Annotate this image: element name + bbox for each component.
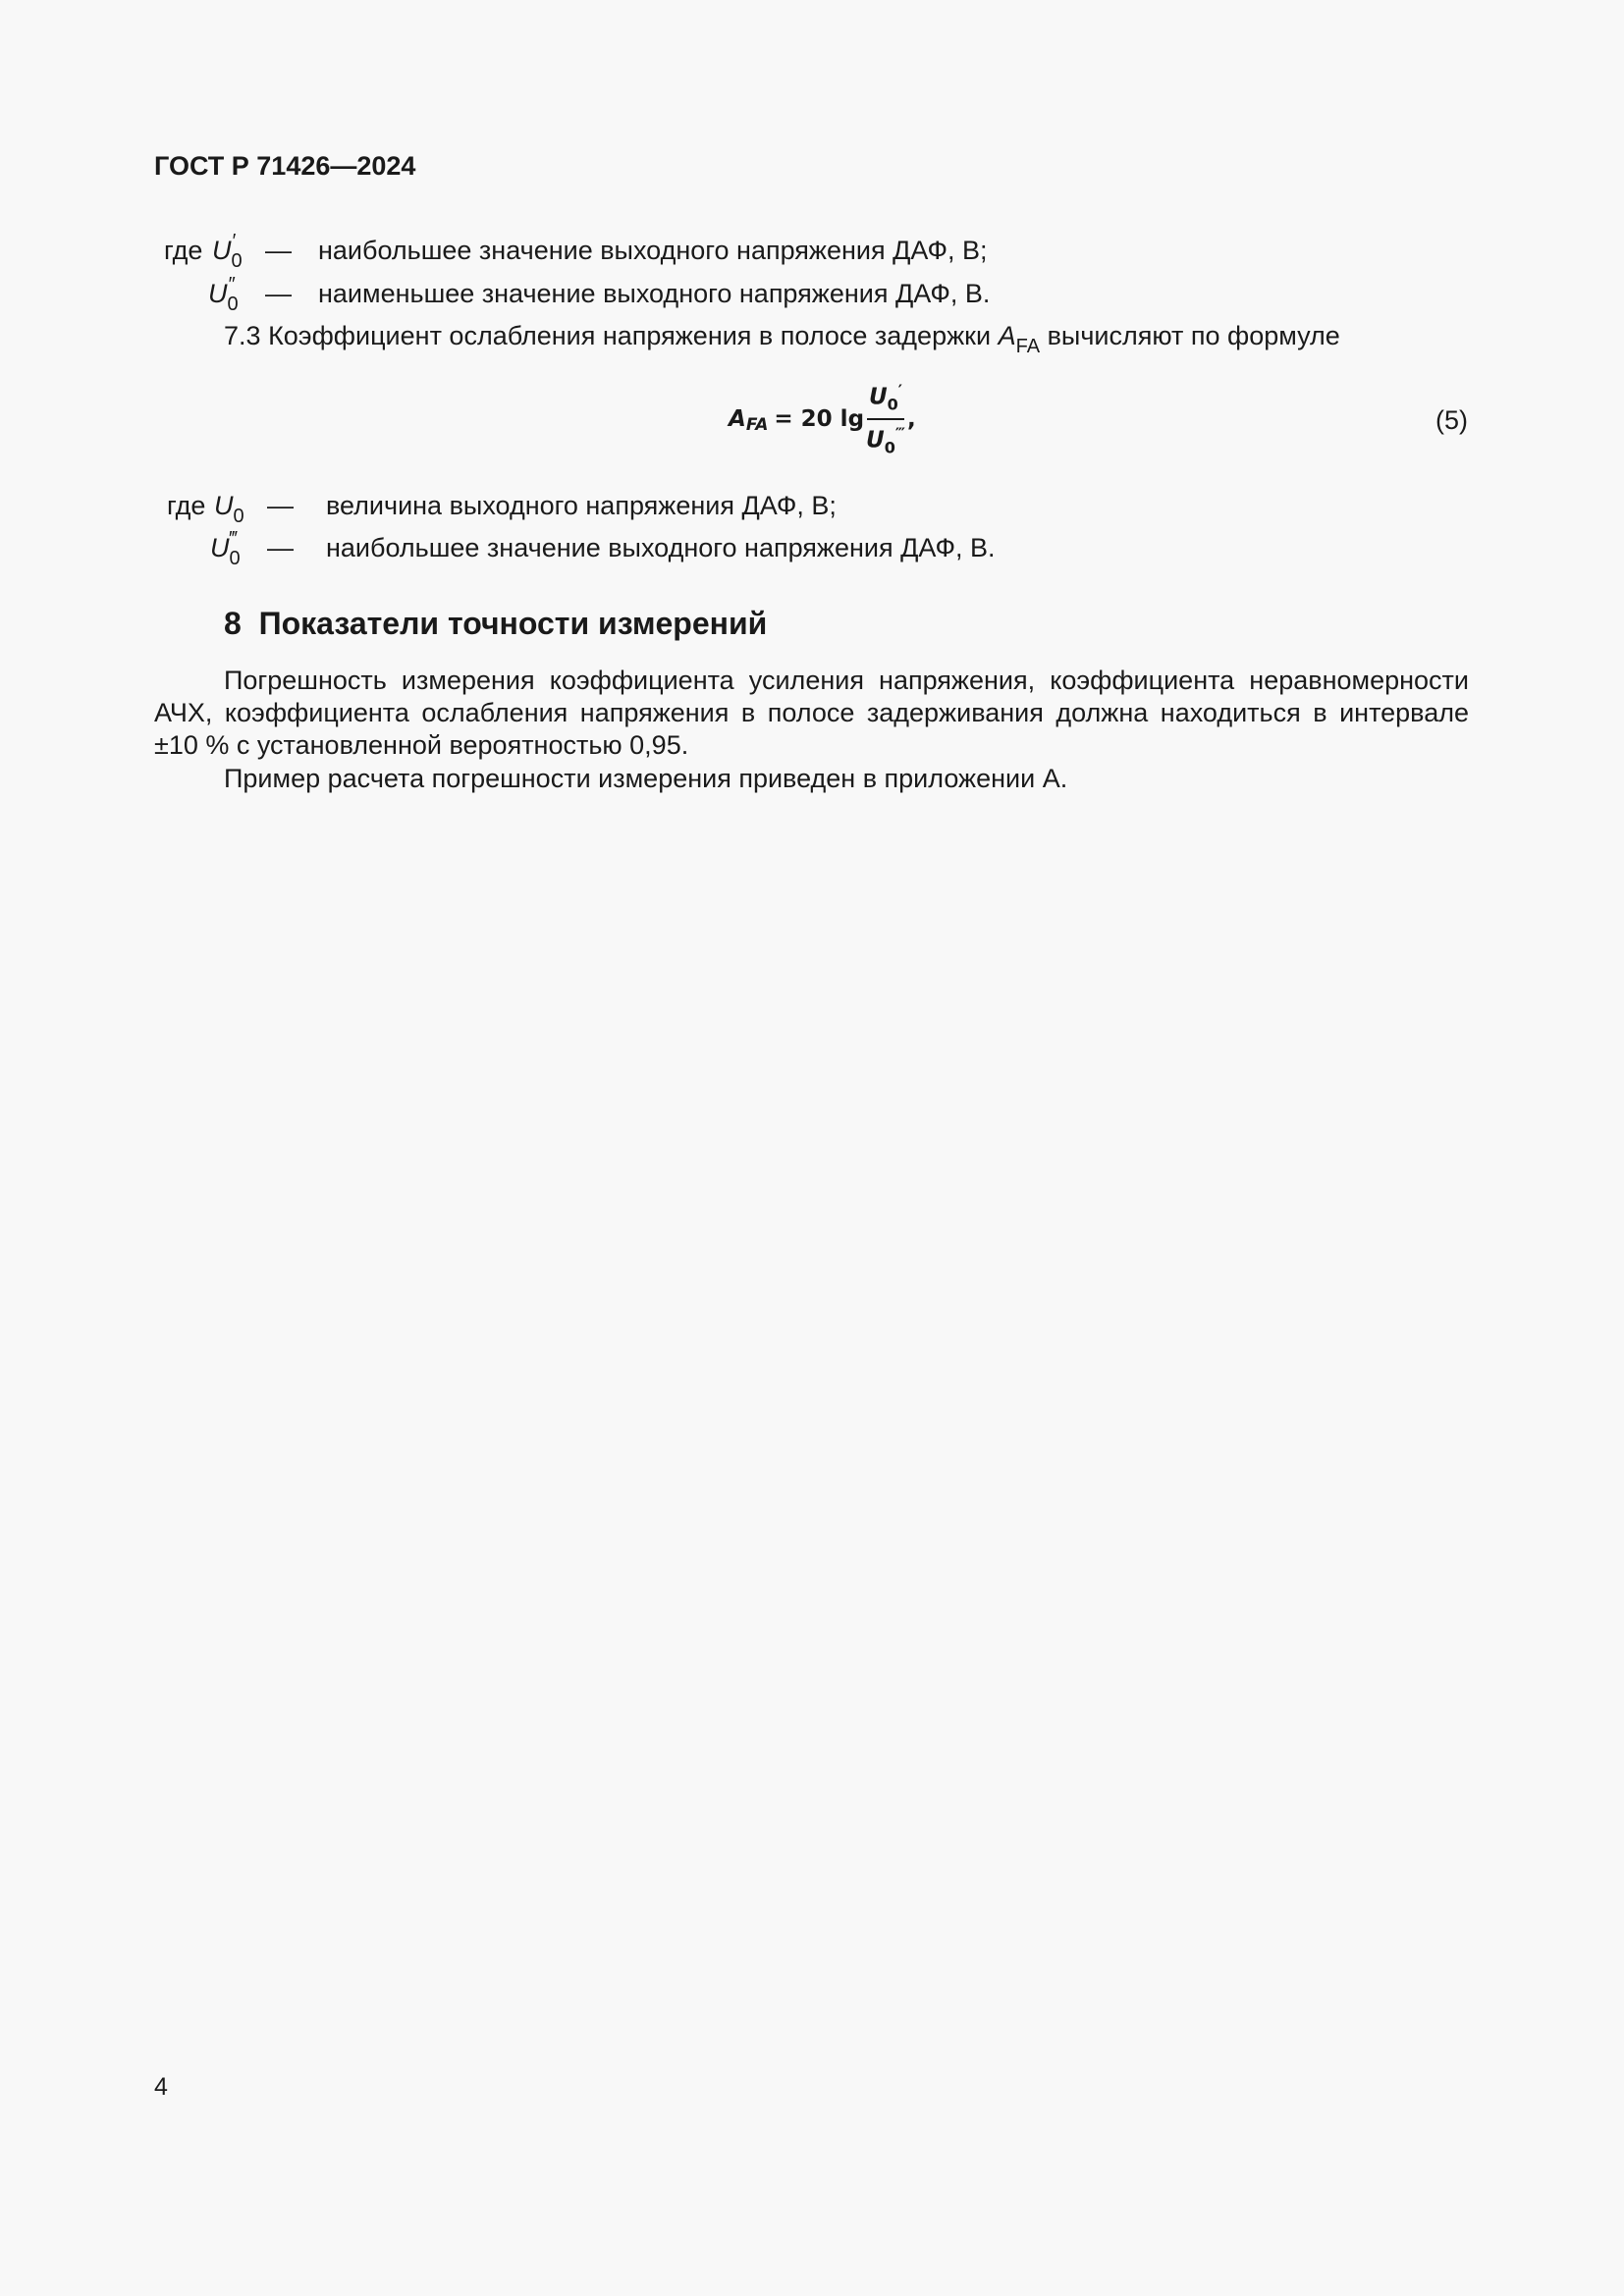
where-1-row-1-symbol: $U_0'$ <box>212 231 243 272</box>
clause-number: 7.3 <box>224 321 261 350</box>
where-2-row-1-text: величина выходного напряжения ДАФ, В; <box>326 491 837 520</box>
section-number: 8 <box>224 606 242 641</box>
where-2-row-1-symbol: $U_0$ <box>214 491 244 527</box>
section-8-paragraph-2: Пример расчета погрешности измерения приведен в приложении А. <box>224 764 1068 793</box>
where-1-row-2-dash: — <box>265 279 292 308</box>
where-2-row-2-text: наибольшее значение выходного напряжения ДАФ, В. <box>326 533 996 562</box>
page-number: 4 <box>154 2073 168 2101</box>
where-lead-2: где <box>167 491 206 520</box>
where-lead-1: где <box>164 236 203 265</box>
formula-5: A FA = 20 lg $\frac{U_0'}{U_0^‴}$ , <box>729 378 916 461</box>
section-title: Показатели точности измерений <box>258 606 768 641</box>
section-8-paragraph-1: Погрешность измерения коэффициента усиления напряжения, коэффициента неравномерности АЧХ, коэффициента ослабления напряжения в полосе задерживания должна находиться в интервале ±10 % с установленной вероятностью 0,95. <box>154 666 1469 760</box>
where-1-row-2-text: наименьшее значение выходного напряжения ДАФ, В. <box>318 279 991 308</box>
document-code: ГОСТ Р 71426—2024 <box>154 151 416 181</box>
clause-symbol: $A_{FA}$ <box>998 321 1041 357</box>
formula-number: (5) <box>1435 405 1468 435</box>
where-2-row-2-dash: — <box>267 533 294 562</box>
formula-fraction: $\frac{U_0'}{U_0^‴}$ <box>866 378 905 461</box>
clause-7-3 <box>224 321 1340 357</box>
section-8-heading <box>224 606 767 642</box>
clause-text-before: Коэффициент ослабления напряжения в полосе задержки <box>268 321 992 350</box>
clause-text-after: вычисляют по формуле <box>1047 321 1340 350</box>
where-1-row-2-symbol: $U_0''$ <box>208 274 239 315</box>
where-1-row-1-text: наибольшее значение выходного напряжения ДАФ, В; <box>318 236 988 265</box>
where-1-row-1-dash: — <box>265 236 292 265</box>
where-2-row-1-dash: — <box>267 491 294 520</box>
where-2-row-2-symbol: $U_0^‴$ <box>210 528 241 569</box>
